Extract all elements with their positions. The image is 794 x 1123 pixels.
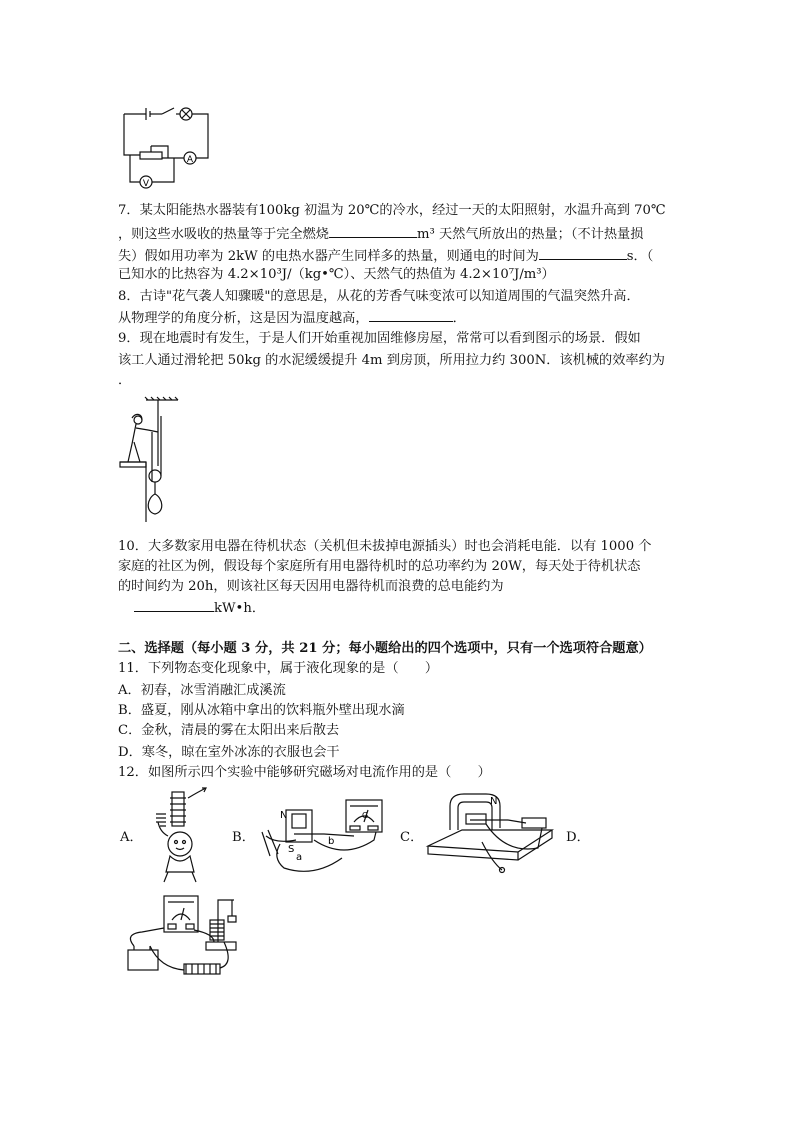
q12-b-south-label: S [288, 844, 295, 855]
q12-figure-b[interactable] [254, 796, 392, 880]
q7-line1: 7．某太阳能热水器装有100kg 初温为 20℃的冷水，经过一天的太阳照射，水温升高到 70℃ [118, 203, 666, 218]
pulley-worker-figure [118, 396, 184, 524]
q12-label-d[interactable]: D． [566, 830, 590, 845]
q11-option-b[interactable]: B．盛夏，刚从冰箱中拿出的饮料瓶外壁出现水滴 [118, 703, 405, 718]
q12-b-north-label: N [280, 810, 288, 821]
voltmeter-label: V [142, 179, 150, 189]
q12-figure-c[interactable] [422, 790, 558, 882]
q8-blank[interactable] [369, 308, 453, 322]
q10-line3: 的时间约为 20h，则该社区每天因用电器待机而浪费的总电能约为 [118, 579, 504, 594]
q7-line2-text-b: m³ 天然气所放出的热量；（不计热量损 [417, 227, 644, 242]
q10-unit: kW•h． [214, 601, 266, 616]
q8-line2 [118, 308, 466, 328]
q12-stem: 12．如图所示四个实验中能够研究磁场对电流作用的是（ ） [118, 765, 491, 780]
q12-c-north-label: N [490, 796, 498, 807]
q7-line2-text-a: ，则这些水吸收的热量等于完全燃烧 [118, 227, 329, 242]
q10-line2: 家庭的社区为例，假设每个家庭所有用电器待机时的总功率约为 20W，每天处于待机状态 [118, 559, 641, 574]
q9-line2: 该工人通过滑轮把 50kg 的水泥缓缓提升 4m 到房顶，所用拉力约 300N．该机械的效率约为 [118, 353, 665, 368]
q7-line3 [118, 246, 653, 266]
q12-b-a-label: a [296, 852, 303, 863]
q12-figure-a[interactable] [146, 786, 214, 884]
circuit-diagram [118, 102, 214, 190]
q12-label-a[interactable]: A． [120, 830, 143, 845]
q7-line4: 已知水的比热容为 4.2×10³J/（kg•℃）、天然气的热值为 4.2×10⁷J/m³） [118, 267, 555, 282]
ammeter-label: A [186, 155, 194, 165]
q9-line1: 9．现在地震时有发生，于是人们开始重视加固维修房屋，常常可以看到图示的场景．假如 [118, 331, 641, 346]
q10-line1: 10．大多数家用电器在待机状态（关机但未拔掉电源插头）时也会消耗电能．以有 1000 个 [118, 539, 652, 554]
q12-b-b-label: b [328, 836, 335, 847]
q7-blank-2[interactable] [539, 246, 627, 260]
q11-option-a[interactable]: A．初春，冰雪消融汇成溪流 [118, 683, 286, 698]
q12-b-g-label: G [362, 811, 369, 820]
q10-blank[interactable] [134, 598, 214, 612]
q10-line4 [134, 598, 265, 618]
q7-blank-1[interactable] [329, 224, 417, 238]
q8-line2-end: ． [452, 311, 466, 326]
q8-line1: 8．古诗"花气袭人知骤暖"的意思是，从花的芳香气味变浓可以知道周围的气温突然升高． [118, 289, 640, 304]
q11-option-c[interactable]: C．金秋，清晨的雾在太阳出来后散去 [118, 723, 340, 738]
q9-line3: ． [118, 373, 132, 388]
q8-line2-text: 从物理学的角度分析，这是因为温度越高， [118, 311, 369, 326]
q12-label-b[interactable]: B． [232, 830, 255, 845]
q12-label-c[interactable]: C． [400, 830, 424, 845]
section-2-heading: 二、选择题（每小题 3 分，共 21 分；每小题给出的四个选项中，只有一个选项符合题意） [118, 641, 652, 656]
q7-line3-text-a: 失）假如用功率为 2kW 的电热水器产生同样多的热量，则通电的时间为 [118, 249, 539, 264]
q7-line2 [118, 224, 643, 244]
q7-line3-text-b: s．（ [626, 249, 654, 264]
q12-figure-d[interactable] [120, 890, 252, 982]
q11-option-d[interactable]: D．寒冬，晾在室外冰冻的衣服也会干 [118, 745, 340, 760]
q11-stem: 11．下列物态变化现象中，属于液化现象的是（ ） [118, 661, 439, 676]
